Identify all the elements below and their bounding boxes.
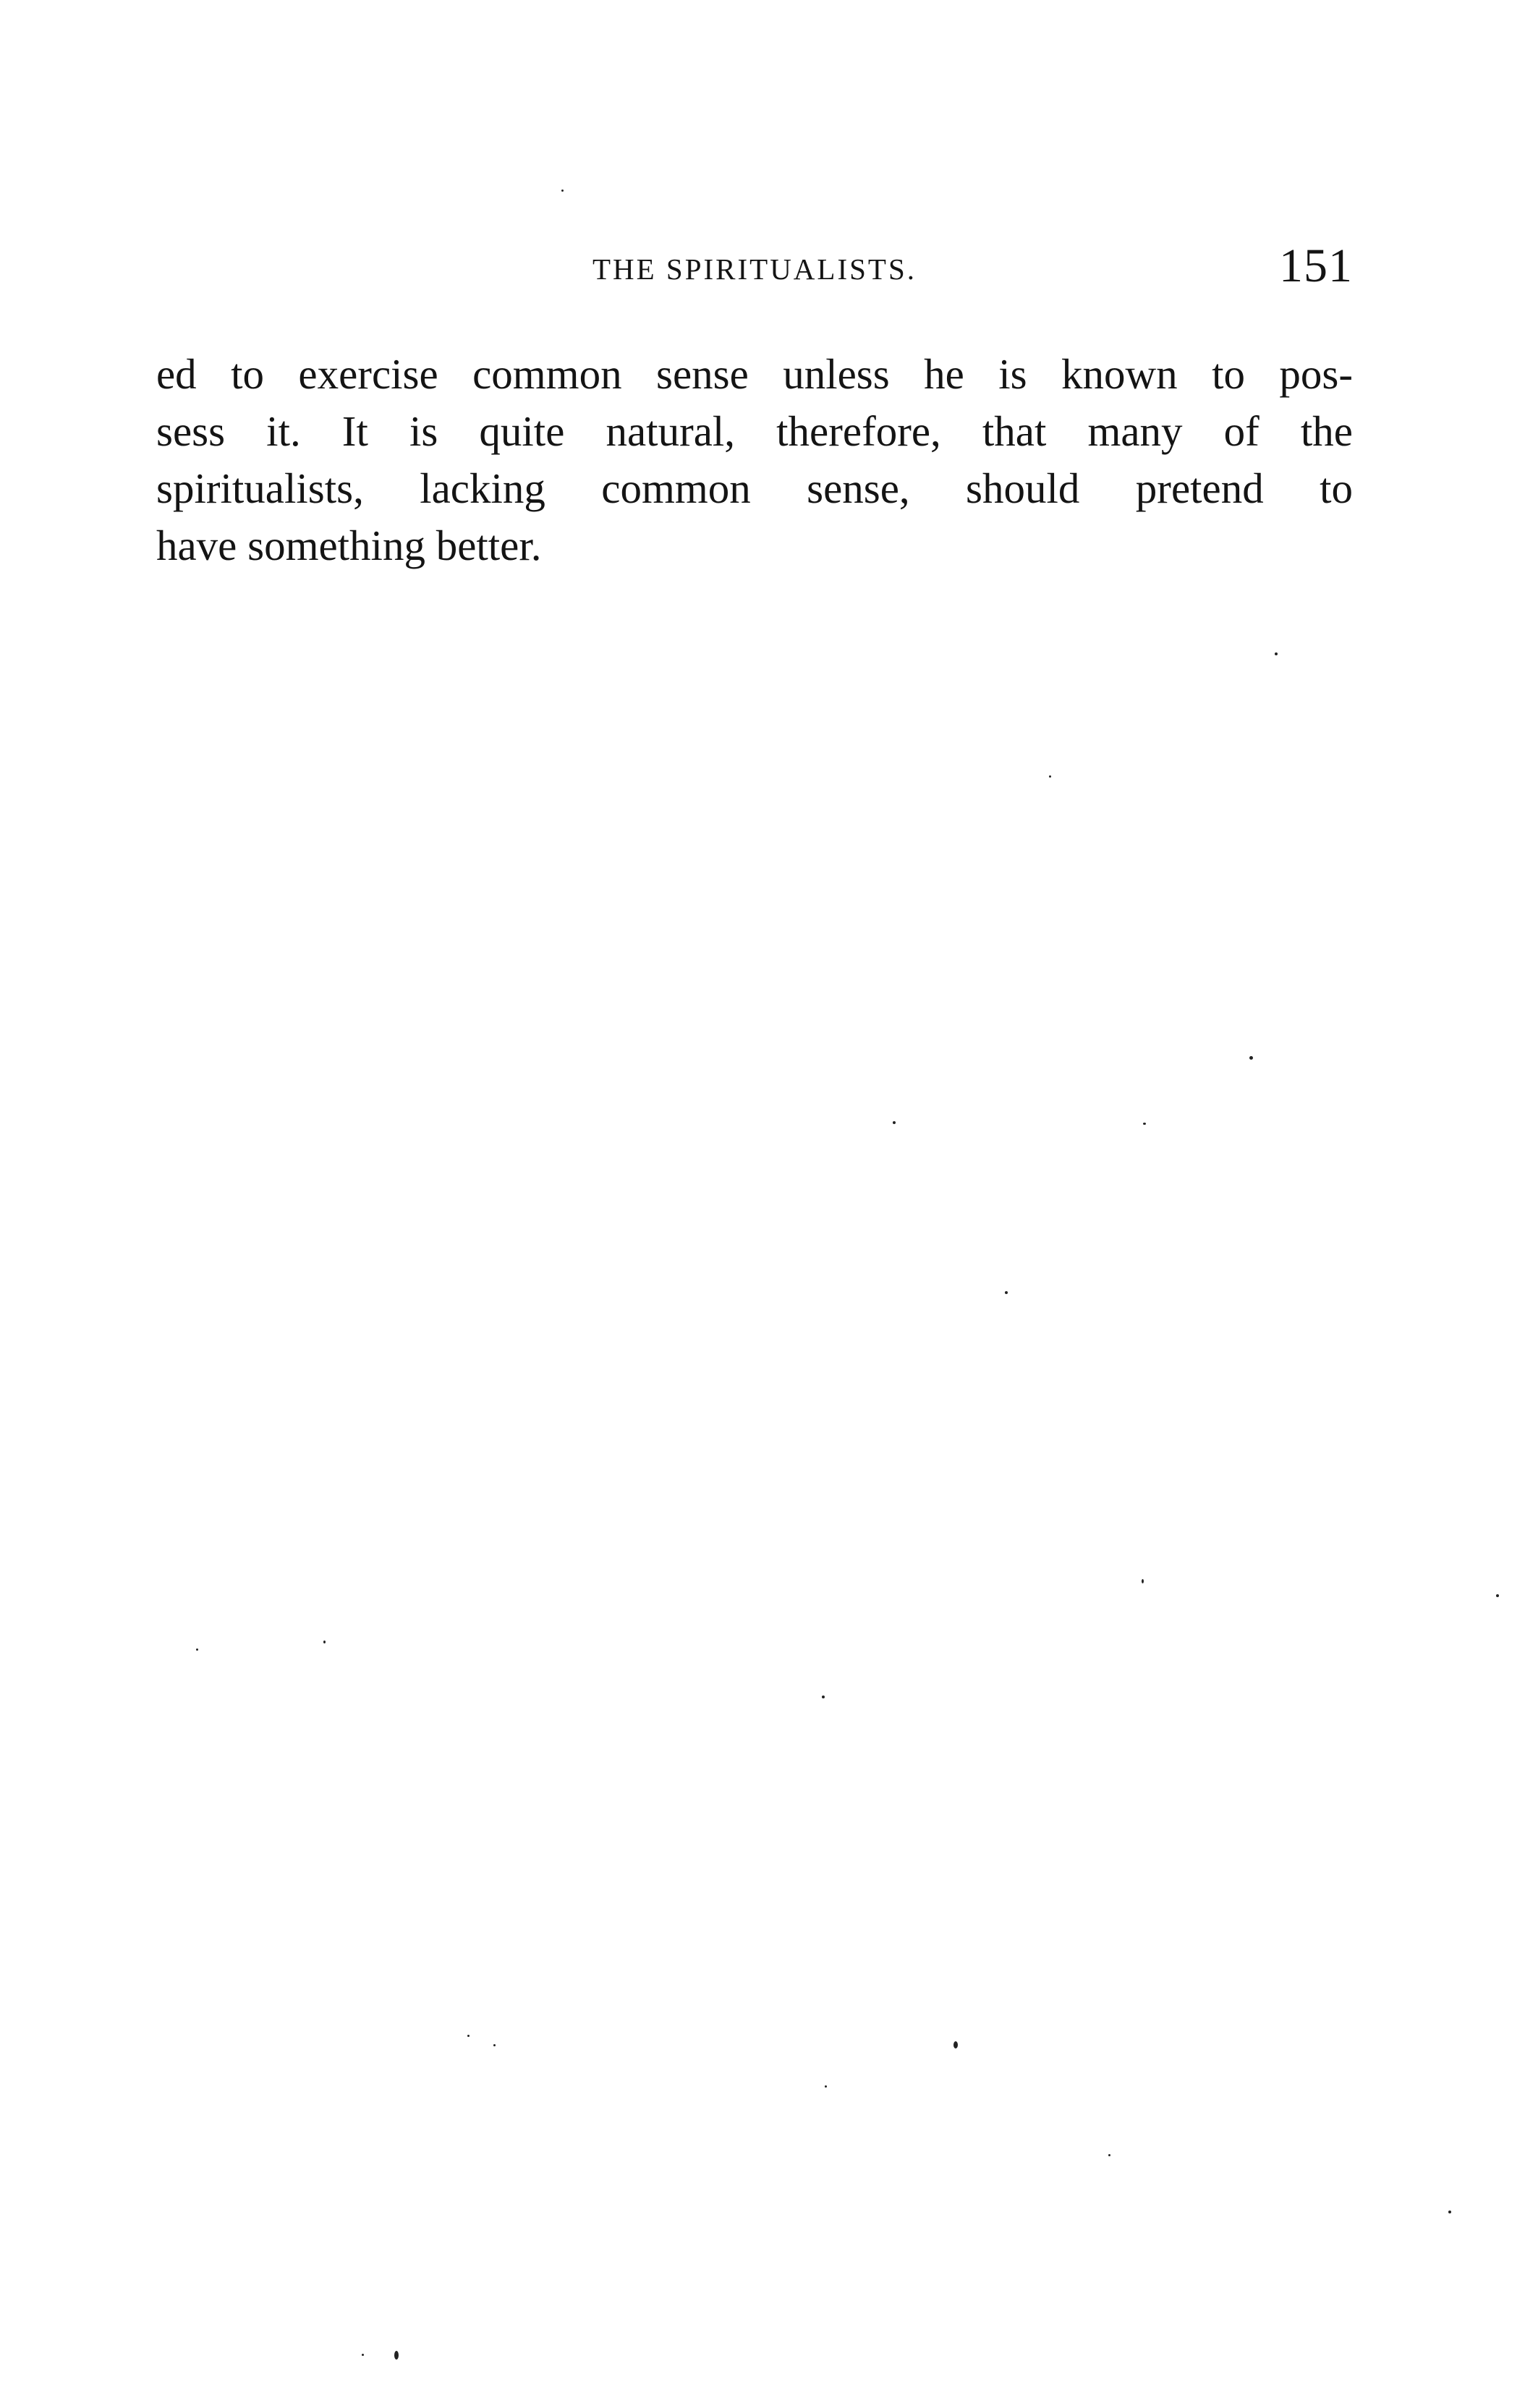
scan-speck (893, 1121, 896, 1124)
page-number: 151 (1279, 239, 1353, 292)
scan-speck (1049, 775, 1051, 778)
scan-speck (825, 2085, 827, 2088)
scan-speck (467, 2035, 470, 2037)
scan-speck (323, 1641, 326, 1643)
scan-speck (394, 2351, 399, 2360)
scan-speck (822, 1696, 825, 1698)
scan-speck (196, 1648, 198, 1651)
text-line: spiritualists, lacking common sense, should pretend to (156, 464, 1353, 512)
body-paragraph (156, 346, 1353, 574)
scan-speck (1143, 1123, 1146, 1125)
scan-speck (1249, 1056, 1253, 1060)
text-line: have something better. (156, 522, 542, 569)
scan-speck (493, 2044, 496, 2046)
scan-speck (1108, 2154, 1110, 2156)
scan-speck (953, 2041, 958, 2048)
text-line: sess it. It is quite natural, therefore, that many of the (156, 407, 1353, 455)
scan-speck (362, 2354, 364, 2356)
scan-speck (561, 190, 564, 192)
text-line: ed to exercise common sense unless he is known to pos- (156, 350, 1353, 398)
scan-speck (1496, 1594, 1499, 1597)
scan-speck (1448, 2211, 1451, 2213)
scan-speck (1142, 1579, 1144, 1583)
scan-speck (1275, 652, 1278, 655)
scan-speck (1005, 1291, 1008, 1294)
running-title: THE SPIRITUALISTS. (592, 252, 917, 286)
running-head (156, 239, 1353, 297)
